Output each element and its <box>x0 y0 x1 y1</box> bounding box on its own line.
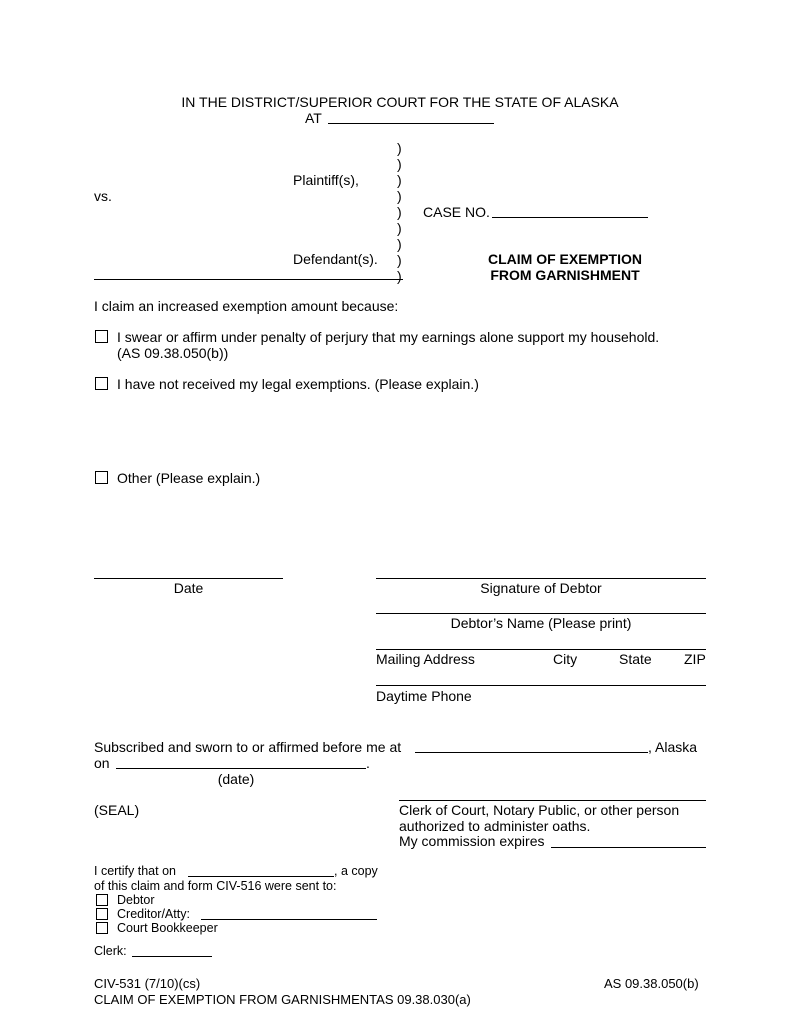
certify-line2: of this claim and form CIV-516 were sent to: <box>94 879 337 893</box>
option1-text: I swear or affirm under penalty of perjury that my earnings alone support my household. <box>117 329 660 345</box>
clerk-line1: Clerk of Court, Notary Public, or other person <box>399 802 680 818</box>
sworn-location-line[interactable] <box>415 752 648 753</box>
debtor-checkbox[interactable] <box>96 894 108 906</box>
debtor-name-label: Debtor’s Name (Please print) <box>450 615 632 631</box>
on-label: on <box>94 755 110 771</box>
option1-statute: (AS 09.38.050(b)) <box>117 345 229 361</box>
state-label: State <box>619 651 652 667</box>
option3-text: Other (Please explain.) <box>117 470 261 486</box>
case-no-line[interactable] <box>492 217 648 218</box>
signature-label: Signature of Debtor <box>480 580 602 596</box>
earnings-support-checkbox[interactable] <box>95 330 108 343</box>
mailing-address-label: Mailing Address <box>376 651 475 667</box>
sworn-date-line[interactable] <box>116 768 366 769</box>
commission-label: My commission expires <box>399 833 545 849</box>
option2-text: I have not received my legal exemptions. (Please explain.) <box>117 376 479 392</box>
creditor-name-line[interactable] <box>201 919 377 920</box>
footer-statute: AS 09.38.050(b) <box>604 976 699 991</box>
recipient-bookkeeper: Court Bookkeeper <box>117 921 218 935</box>
plaintiff-label: Plaintiff(s), <box>293 172 359 188</box>
clerk-line2: authorized to administer oaths. <box>399 818 591 834</box>
recipient-debtor: Debtor <box>117 893 155 907</box>
clerk-initials-line[interactable] <box>132 956 212 957</box>
defendant-label: Defendant(s). <box>293 251 378 267</box>
at-label: AT <box>305 110 322 126</box>
bookkeeper-checkbox[interactable] <box>96 922 108 934</box>
signature-line[interactable] <box>376 578 706 579</box>
commission-expires-line[interactable] <box>551 847 706 848</box>
sworn-date-label: (date) <box>217 771 255 787</box>
form-footer-title: CLAIM OF EXEMPTION FROM GARNISHMENTAS 09.38.030(a) <box>94 992 471 1007</box>
seal-label: (SEAL) <box>94 802 140 818</box>
claim-intro: I claim an increased exemption amount because: <box>94 298 399 314</box>
vs-label: vs. <box>94 188 112 204</box>
certify-suffix: , a copy <box>334 864 378 878</box>
form-title-line2: FROM GARNISHMENT <box>490 267 640 283</box>
caption-bottom-line <box>94 279 403 280</box>
caption-parentheses: ) ) ) ) ) ) ) ) ) <box>397 140 402 284</box>
daytime-phone-label: Daytime Phone <box>376 688 472 704</box>
clerk-signature-line[interactable] <box>399 800 706 801</box>
certify-prefix: I certify that on <box>94 864 176 878</box>
sworn-period: . <box>366 755 370 771</box>
creditor-checkbox[interactable] <box>96 908 108 920</box>
court-location-line[interactable] <box>328 123 494 124</box>
city-label: City <box>553 651 578 667</box>
mailing-address-line[interactable] <box>376 649 706 650</box>
other-checkbox[interactable] <box>95 471 108 484</box>
case-no-label: CASE NO. <box>423 204 490 220</box>
court-heading: IN THE DISTRICT/SUPERIOR COURT FOR THE STATE OF ALASKA <box>181 94 619 110</box>
daytime-phone-line[interactable] <box>376 685 706 686</box>
certify-date-line[interactable] <box>188 876 334 877</box>
zip-label: ZIP <box>684 651 706 667</box>
date-label: Date <box>173 580 204 596</box>
recipient-creditor: Creditor/Atty: <box>117 907 190 921</box>
debtor-name-line[interactable] <box>376 613 706 614</box>
date-line[interactable] <box>94 578 283 579</box>
clerk-initials-label: Clerk: <box>94 944 127 958</box>
sworn-suffix: , Alaska <box>648 739 698 755</box>
form-number: CIV-531 (7/10)(cs) <box>94 976 201 991</box>
sworn-prefix: Subscribed and sworn to or affirmed before me at <box>94 739 402 755</box>
form-title-line1: CLAIM OF EXEMPTION <box>488 251 642 267</box>
no-exemptions-checkbox[interactable] <box>95 377 108 390</box>
